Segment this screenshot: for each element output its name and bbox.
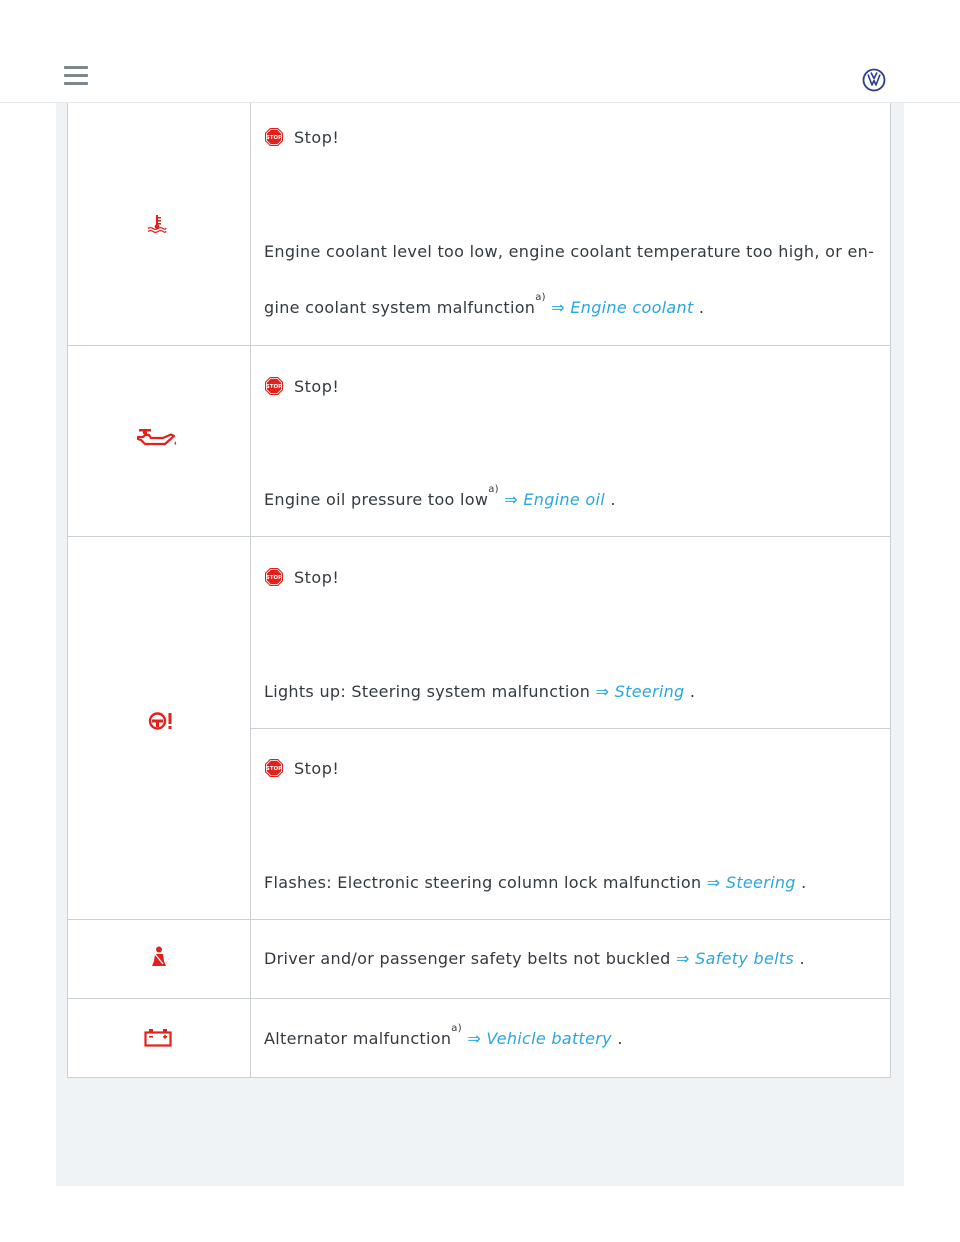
oil-pressure-icon [137,428,181,452]
seatbelt-icon [150,946,168,968]
link-engine-oil[interactable]: ⇒ Engine oil [504,490,605,509]
footnote-marker: a) [535,292,546,303]
description-line-2: gine coolant system malfunction$^{a)}$ ⇒ Engine coolant . [264,292,705,317]
subrow-lights-up [251,537,890,728]
footnote-marker: a) [488,484,499,495]
icon-cell [68,103,251,345]
stop-warning [264,125,339,149]
stop-label: Stop! [294,127,340,147]
svg-text:STOP: STOP [265,575,283,582]
table-row-battery [68,999,890,1078]
stop-label: Stop! [294,758,340,778]
svg-text:STOP: STOP [265,135,283,142]
description: Alternator malfunction$^{a)}$ ⇒ Vehicle battery . [264,1023,623,1048]
stop-label: Stop! [294,376,340,396]
row-content [251,999,890,1078]
icon-cell [68,537,251,919]
icon-cell [68,999,251,1077]
coolant-temperature-icon [147,213,167,233]
table-row-steering [68,537,890,920]
table-row-oil-pressure [68,346,890,537]
description: Flashes: Electronic steering column lock malfunction ⇒ Steering . [264,873,807,892]
stop-warning [264,565,339,589]
stop-sign-icon [264,127,284,147]
link-steering[interactable]: ⇒ Steering [706,873,796,892]
battery-icon [144,1028,172,1048]
row-content [251,920,890,999]
footnote-marker: a) [451,1023,462,1034]
table-row-coolant [68,103,890,346]
description: Lights up: Steering system malfunction ⇒ Steering . [264,682,696,701]
stop-label: Stop! [294,567,340,587]
link-engine-coolant[interactable]: ⇒ Engine coolant [551,298,694,317]
link-vehicle-battery[interactable]: ⇒ Vehicle battery [467,1029,612,1048]
row-content [251,103,890,346]
steering-malfunction-icon [148,709,174,733]
description: Engine oil pressure too low$^{a)}$ ⇒ Engine oil . [264,484,616,509]
description: Driver and/or passenger safety belts not buckled ⇒ Safety belts . [264,949,805,968]
link-safety-belts[interactable]: ⇒ Safety belts [676,949,795,968]
stop-sign-icon [264,567,284,587]
svg-text:STOP: STOP [265,766,283,773]
stop-sign-icon [264,376,284,396]
icon-cell [68,346,251,536]
vw-logo-icon[interactable] [862,68,886,92]
top-bar [0,0,960,103]
link-steering[interactable]: ⇒ Steering [595,682,685,701]
table-row-seatbelt [68,920,890,999]
row-content [251,346,890,537]
subrow-flashes [251,728,890,920]
stop-warning [264,374,339,398]
description-line-1: Engine coolant level too low, engine coolant temperature too high, or en- [264,242,875,261]
icon-cell [68,920,251,998]
warning-lights-table [67,103,891,1078]
stop-sign-icon [264,758,284,778]
svg-text:STOP: STOP [265,384,283,391]
stop-warning [264,756,339,780]
hamburger-menu-icon[interactable] [64,66,88,88]
